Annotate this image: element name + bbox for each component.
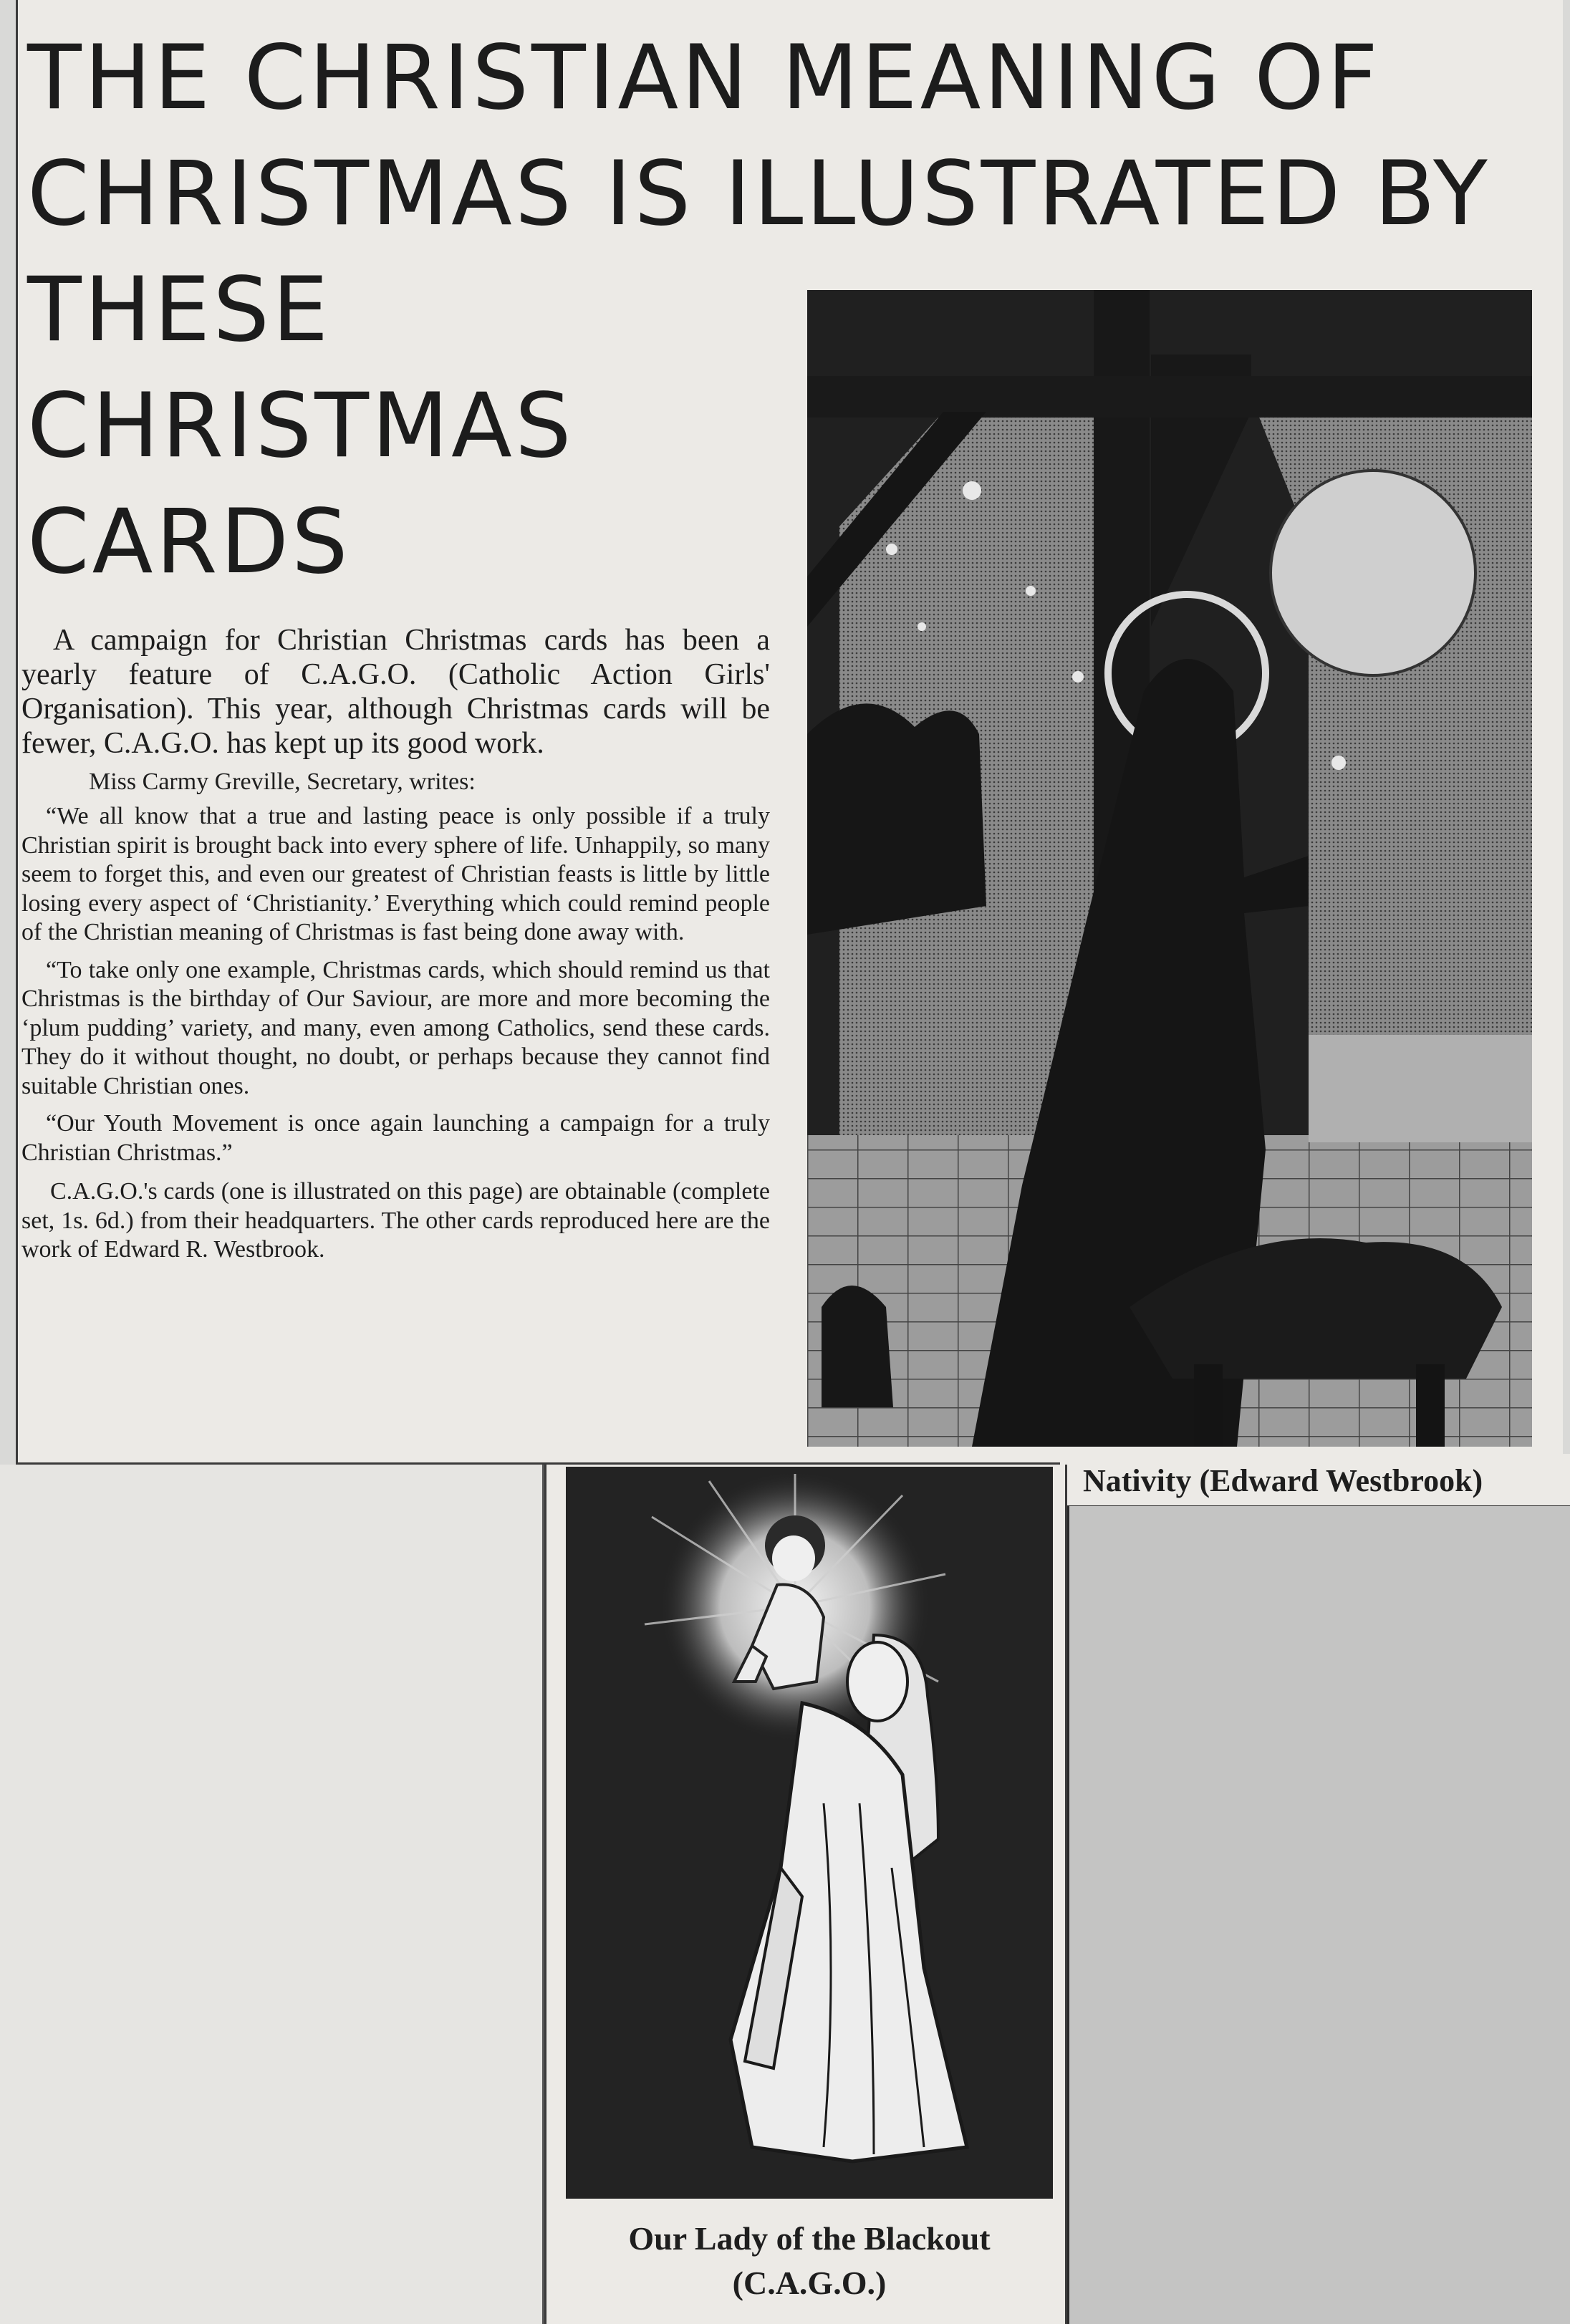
headline-line: THE CHRISTIAN MEANING OF (27, 26, 1382, 130)
article-byline: Miss Carmy Greville, Secretary, writes: (89, 768, 476, 795)
madonna-caption-line: (C.A.G.O.) (732, 2265, 887, 2301)
article-quote: “Our Youth Movement is once again launching a campaign for a truly Christian Christmas.” (21, 1110, 770, 1166)
headline-line: THESE (27, 259, 332, 362)
lower-left-paper (0, 1465, 544, 2324)
headline-line: CARDS (27, 491, 351, 594)
madonna-illustration (566, 1467, 1053, 2199)
headline-line: CHRISTMAS IS ILLUSTRATED BY (27, 143, 1490, 246)
article-quote: “We all know that a true and lasting peace is only possible if a truly Christian spirit is brought back into every sphere of life. Unhappily, so many seem to forget this, and even our greatest of Christian feasts is little by little losing every aspect of ‘Christianity.’ Everything which could remind people of the Christian meaning of Christmas is fast being done away with. (21, 803, 770, 945)
lower-right-background (1067, 1504, 1570, 2324)
nativity-caption: Nativity (Edward Westbrook) (1083, 1463, 1483, 1498)
madonna-caption (552, 2217, 1067, 2305)
madonna-caption-line: Our Lady of the Blackout (628, 2220, 991, 2257)
nativity-illustration (807, 290, 1532, 1447)
article-quote: “To take only one example, Christmas cards, which should remind us that Christmas is the birthday of Our Saviour, are more and more becoming the ‘plum pudding’ variety, and many, even among Catholics, send these cards. They do it without thought, no doubt, or perhaps because they cannot find suitable Christian ones. (21, 956, 770, 1099)
article-closing: C.A.G.O.'s cards (one is illustrated on this page) are obtainable (complete set, 1s. 6d.) from their headquarters. The other cards reproduced here are the work of Edward R. Westbrook. (21, 1178, 770, 1263)
headline-line: CHRISTMAS (27, 375, 574, 478)
article-intro: A campaign for Christian Christmas cards has been a yearly feature of C.A.G.O. (Catholic Action Girls' Organisation). This year, although Christmas cards will be fewer, C.A.G.O. has kept up its good work. (21, 624, 770, 760)
article-body (21, 623, 770, 1265)
